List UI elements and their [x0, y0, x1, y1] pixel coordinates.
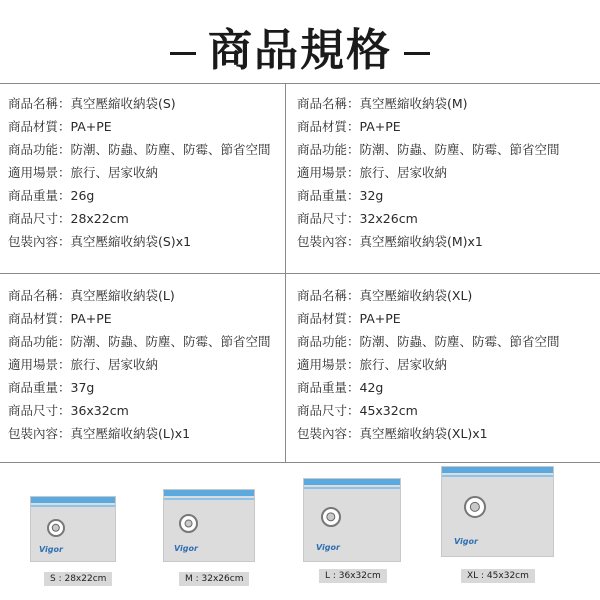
bag-zip-stripe: [31, 505, 115, 507]
spec-block-s: [8, 92, 271, 253]
spec-line: 包裝內容：真空壓縮收納袋(L)x1: [8, 426, 191, 441]
title-text: 商品規格: [208, 25, 392, 76]
bag-zip-stripe: [442, 467, 553, 473]
spec-line: 商品名稱：真空壓縮收納袋(L): [8, 288, 175, 303]
bag-image-s: [30, 496, 116, 562]
spec-line: 商品名稱：真空壓縮收納袋(M): [297, 96, 468, 111]
valve-icon: [179, 514, 198, 533]
divider-vertical-bottom: [285, 273, 286, 462]
spec-block-m: [297, 92, 560, 253]
spec-line: 商品材質：PA+PE: [8, 119, 112, 134]
spec-line: 適用場景：旅行、居家收納: [297, 165, 448, 180]
valve-icon: [464, 496, 486, 518]
bag-logo: Vigor: [316, 543, 340, 552]
bag-zip-stripe: [164, 498, 254, 500]
bag-zip-stripe: [31, 497, 115, 503]
bag-image-m: [163, 489, 255, 562]
bag-zip-stripe: [164, 490, 254, 496]
spec-line: 適用場景：旅行、居家收納: [8, 357, 159, 372]
spec-line: 商品材質：PA+PE: [8, 311, 112, 326]
spec-line: 商品重量：26g: [8, 188, 95, 203]
bag-image-l: [303, 478, 401, 562]
spec-line: 商品材質：PA+PE: [297, 119, 401, 134]
spec-line: 適用場景：旅行、居家收納: [8, 165, 159, 180]
spec-line: 商品功能：防潮、防蟲、防塵、防霉、節省空間: [297, 142, 560, 157]
spec-line: 商品尺寸：32x26cm: [297, 211, 418, 226]
spec-line: 商品功能：防潮、防蟲、防塵、防霉、節省空間: [297, 334, 560, 349]
spec-line: 商品名稱：真空壓縮收納袋(XL): [297, 288, 473, 303]
spec-line: 商品重量：37g: [8, 380, 95, 395]
bag-zip-stripe: [304, 487, 400, 489]
bag-logo: Vigor: [39, 545, 63, 554]
spec-line: 商品功能：防潮、防蟲、防塵、防霉、節省空間: [8, 334, 271, 349]
valve-icon: [321, 507, 341, 527]
divider-middle: [0, 273, 600, 274]
spec-line: 商品尺寸：36x32cm: [8, 403, 129, 418]
bag-caption-l: L : 36x32cm: [319, 569, 387, 583]
spec-block-l: [8, 284, 271, 445]
spec-block-xl: [297, 284, 560, 445]
spec-line: 適用場景：旅行、居家收納: [297, 357, 448, 372]
spec-line: 商品功能：防潮、防蟲、防塵、防霉、節省空間: [8, 142, 271, 157]
bag-caption-s: S : 28x22cm: [44, 572, 112, 586]
bag-logo: Vigor: [174, 544, 198, 553]
divider-vertical-top: [285, 83, 286, 273]
spec-line: 包裝內容：真空壓縮收納袋(S)x1: [8, 234, 192, 249]
spec-line: 包裝內容：真空壓縮收納袋(M)x1: [297, 234, 483, 249]
bag-caption-m: M : 32x26cm: [179, 572, 249, 586]
spec-line: 商品尺寸：28x22cm: [8, 211, 129, 226]
title-dash-left: [170, 52, 196, 55]
divider-top: [0, 83, 600, 84]
divider-bottom: [0, 462, 600, 463]
bag-zip-stripe: [442, 475, 553, 477]
title-dash-right: [404, 52, 430, 55]
spec-line: 商品重量：42g: [297, 380, 384, 395]
spec-line: 商品尺寸：45x32cm: [297, 403, 418, 418]
page-title: [0, 14, 600, 78]
valve-icon: [47, 519, 65, 537]
bag-logo: Vigor: [454, 537, 478, 546]
bag-zip-stripe: [304, 479, 400, 485]
bag-image-xl: [441, 466, 554, 557]
bag-caption-xl: XL : 45x32cm: [461, 569, 535, 583]
spec-line: 商品重量：32g: [297, 188, 384, 203]
spec-line: 商品材質：PA+PE: [297, 311, 401, 326]
spec-line: 包裝內容：真空壓縮收納袋(XL)x1: [297, 426, 488, 441]
spec-line: 商品名稱：真空壓縮收納袋(S): [8, 96, 176, 111]
